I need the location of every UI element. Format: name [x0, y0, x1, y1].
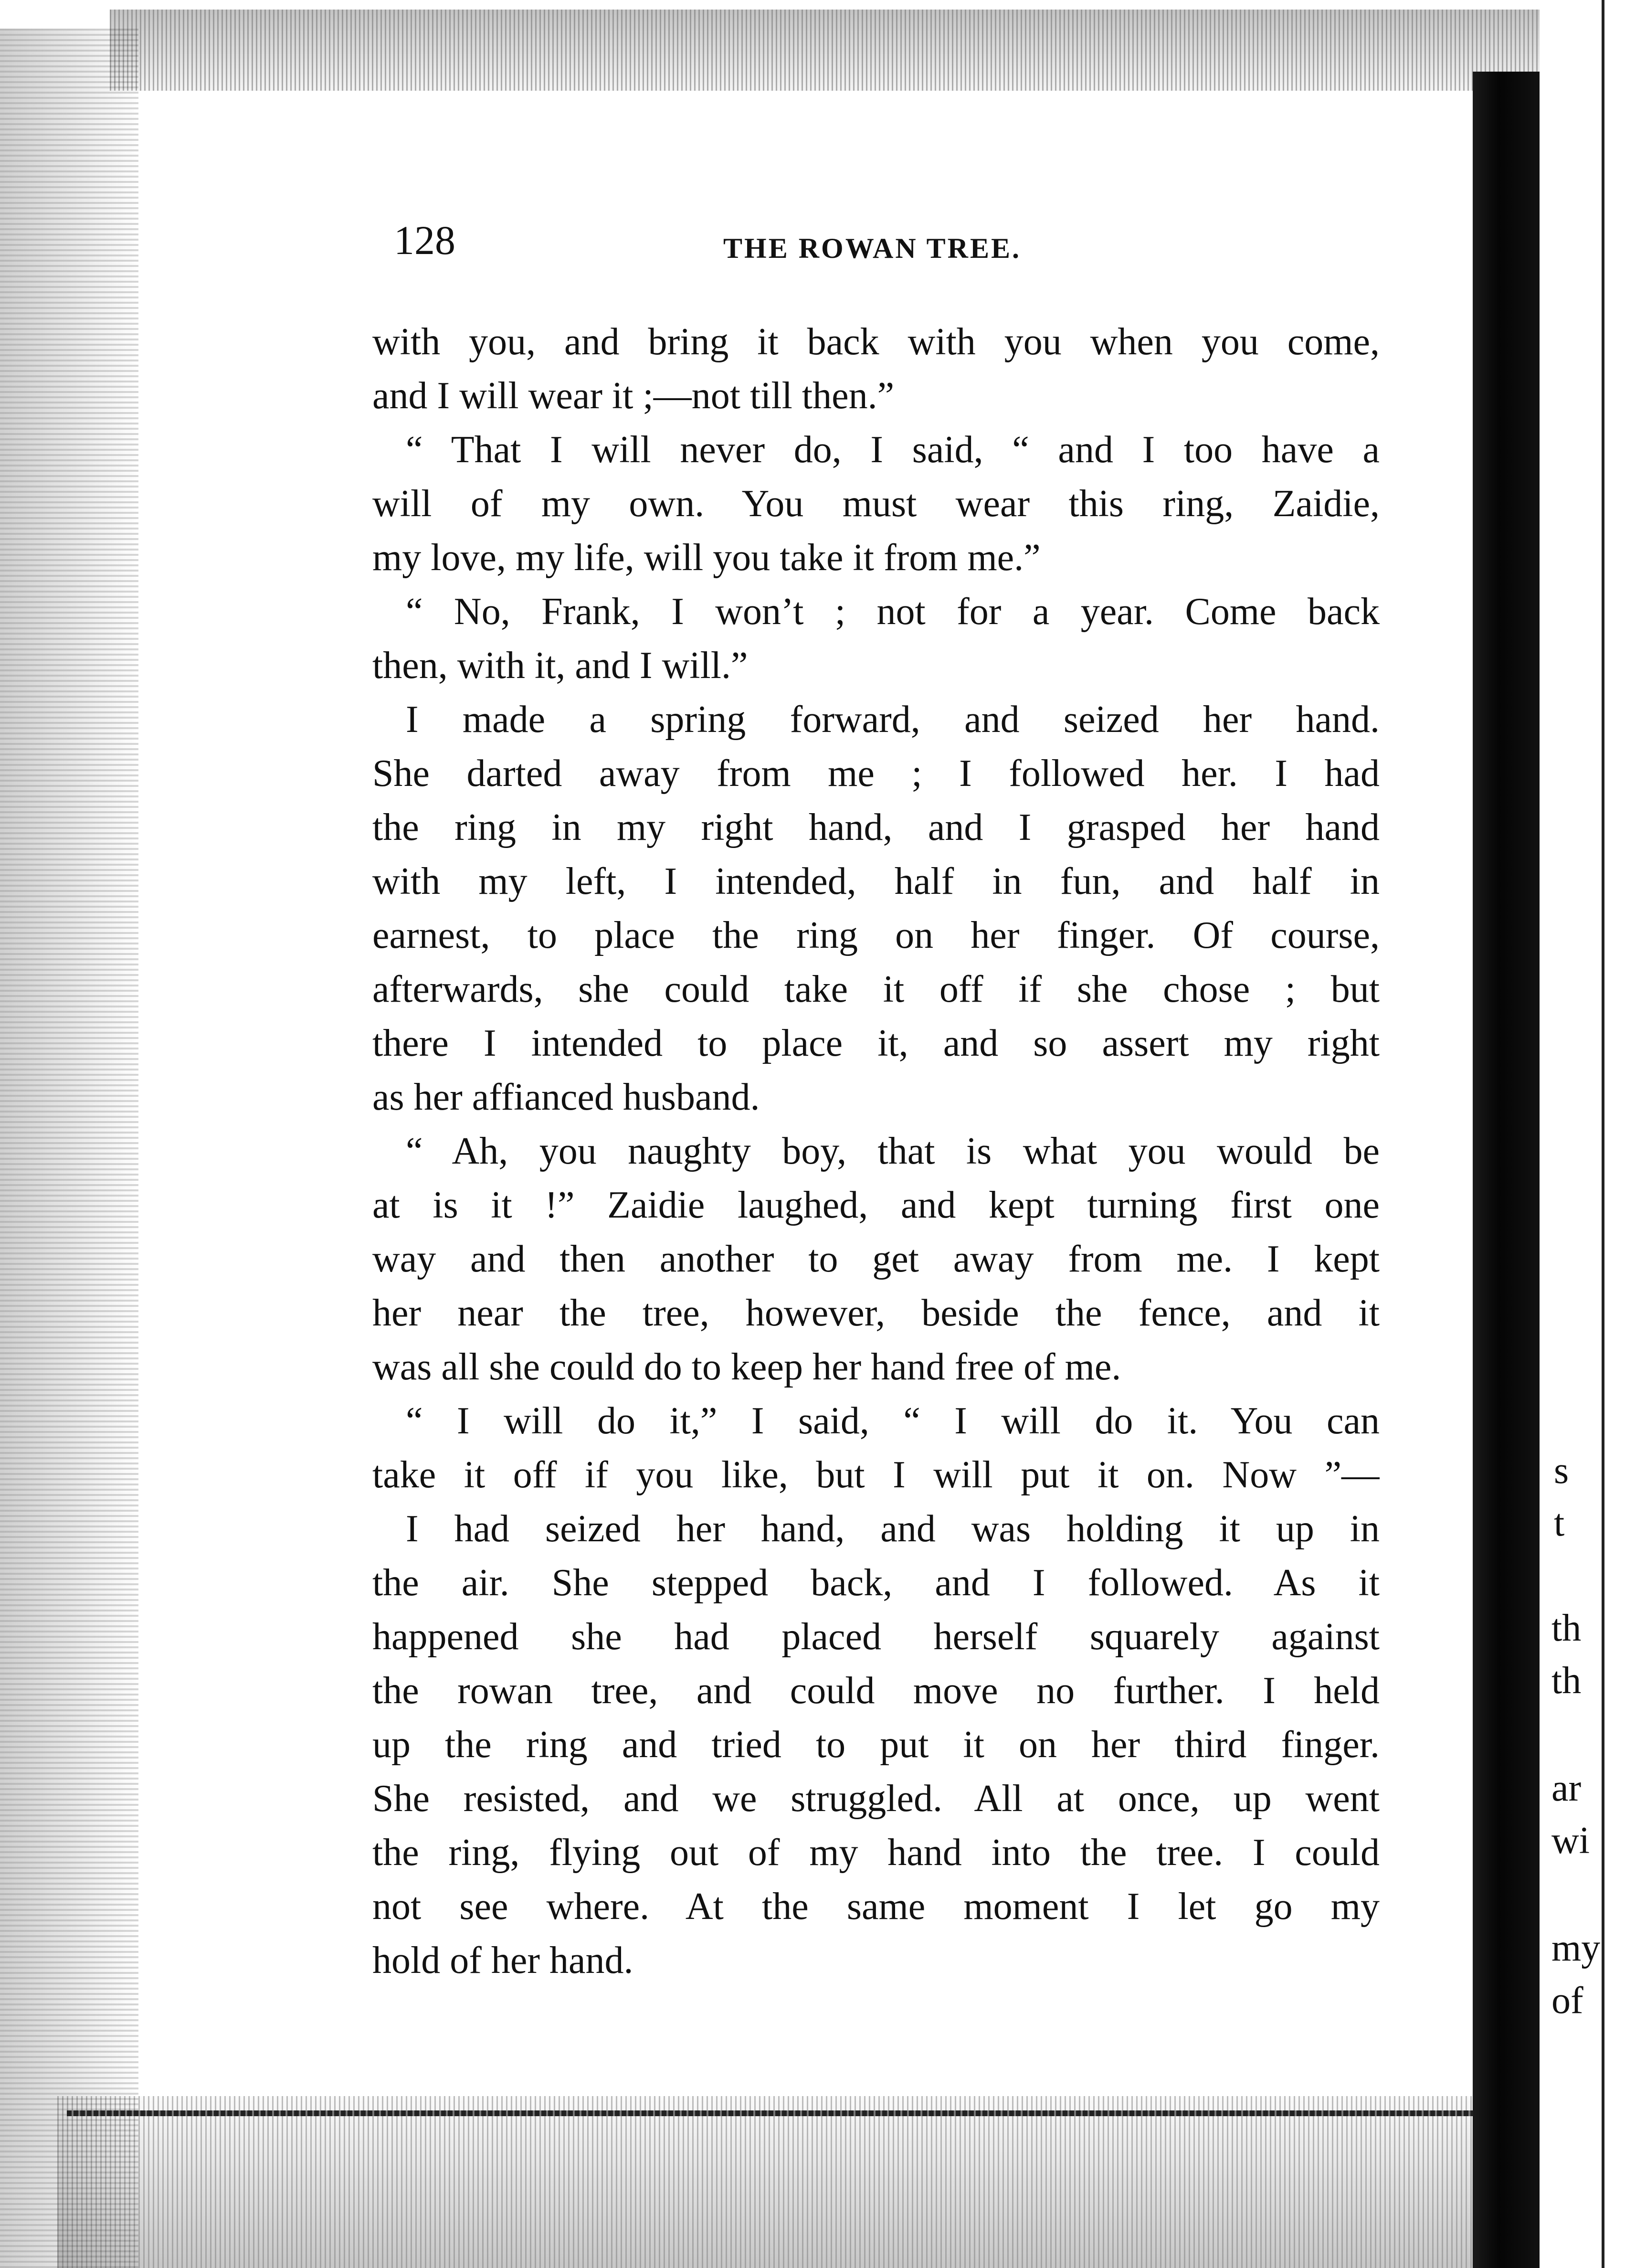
margin-fragment: t: [1554, 1502, 1565, 1544]
text-line: my love, my life, will you take it from me.”: [372, 537, 1041, 579]
text-line: and I will wear it ;—not till then.”: [372, 375, 895, 417]
text-line: I made a spring forward, and seized her hand.: [406, 699, 1380, 741]
text-line: She resisted, and we struggled. All at once, up went: [372, 1778, 1380, 1820]
facing-page-border: [1602, 0, 1604, 2268]
text-line: hold of her hand.: [372, 1939, 633, 1982]
text-line: with my left, I intended, half in fun, and half in: [372, 860, 1380, 902]
margin-fragment: my: [1551, 1927, 1601, 1969]
text-line: the ring in my right hand, and I grasped her hand: [372, 806, 1380, 848]
text-line: happened she had placed herself squarely against: [372, 1616, 1380, 1658]
running-title: THE ROWAN TREE.: [723, 233, 1022, 264]
text-line: “ I will do it,” I said, “ I will do it. You can: [406, 1400, 1380, 1442]
text-line: way and then another to get away from me. I kept: [372, 1238, 1380, 1280]
text-line: “ Ah, you naughty boy, that is what you would be: [406, 1130, 1380, 1172]
text-line: was all she could do to keep her hand free of me.: [372, 1346, 1121, 1388]
scan-noise-top: [110, 10, 1542, 91]
text-line: then, with it, and I will.”: [372, 645, 748, 687]
page-number: 128: [394, 217, 455, 263]
bottom-rule: [67, 2110, 1499, 2116]
body-text: [372, 315, 1380, 1988]
text-line: as her affianced husband.: [372, 1076, 760, 1118]
margin-fragment: ar: [1551, 1767, 1582, 1809]
book-spine-shadow: [1473, 72, 1540, 2268]
text-line: not see where. At the same moment I let go my: [372, 1886, 1380, 1928]
text-line: afterwards, she could take it off if she chose ; but: [372, 968, 1380, 1010]
margin-fragment: of: [1551, 1980, 1583, 2022]
text-line: the rowan tree, and could move no further. I held: [372, 1670, 1380, 1712]
text-line: the air. She stepped back, and I followed. As it: [372, 1562, 1380, 1604]
scan-noise-left: [0, 29, 138, 2268]
text-line: at is it !” Zaidie laughed, and kept turning first one: [372, 1184, 1380, 1226]
text-line: She darted away from me ; I followed her. I had: [372, 752, 1380, 795]
text-line: with you, and bring it back with you when you come,: [372, 321, 1380, 363]
margin-fragment: s: [1554, 1450, 1569, 1492]
text-line: earnest, to place the ring on her finger. Of course,: [372, 914, 1380, 956]
text-line: “ That I will never do, I said, “ and I too have a: [406, 429, 1380, 471]
text-line: I had seized her hand, and was holding it up in: [406, 1508, 1380, 1550]
margin-fragment: th: [1551, 1660, 1582, 1702]
text-line: her near the tree, however, beside the fence, and it: [372, 1292, 1380, 1334]
text-line: there I intended to place it, and so assert my right: [372, 1022, 1380, 1064]
text-line: will of my own. You must wear this ring, Zaidie,: [372, 483, 1380, 525]
margin-fragment: th: [1551, 1607, 1582, 1649]
margin-fragment: wi: [1551, 1820, 1590, 1862]
text-line: take it off if you like, but I will put it on. Now ”—: [372, 1454, 1380, 1496]
text-line: “ No, Frank, I won’t ; not for a year. Come back: [406, 591, 1380, 633]
scan-noise-bottom: [57, 2096, 1542, 2268]
text-line: the ring, flying out of my hand into the tree. I could: [372, 1832, 1380, 1874]
text-line: up the ring and tried to put it on her third finger.: [372, 1724, 1380, 1766]
